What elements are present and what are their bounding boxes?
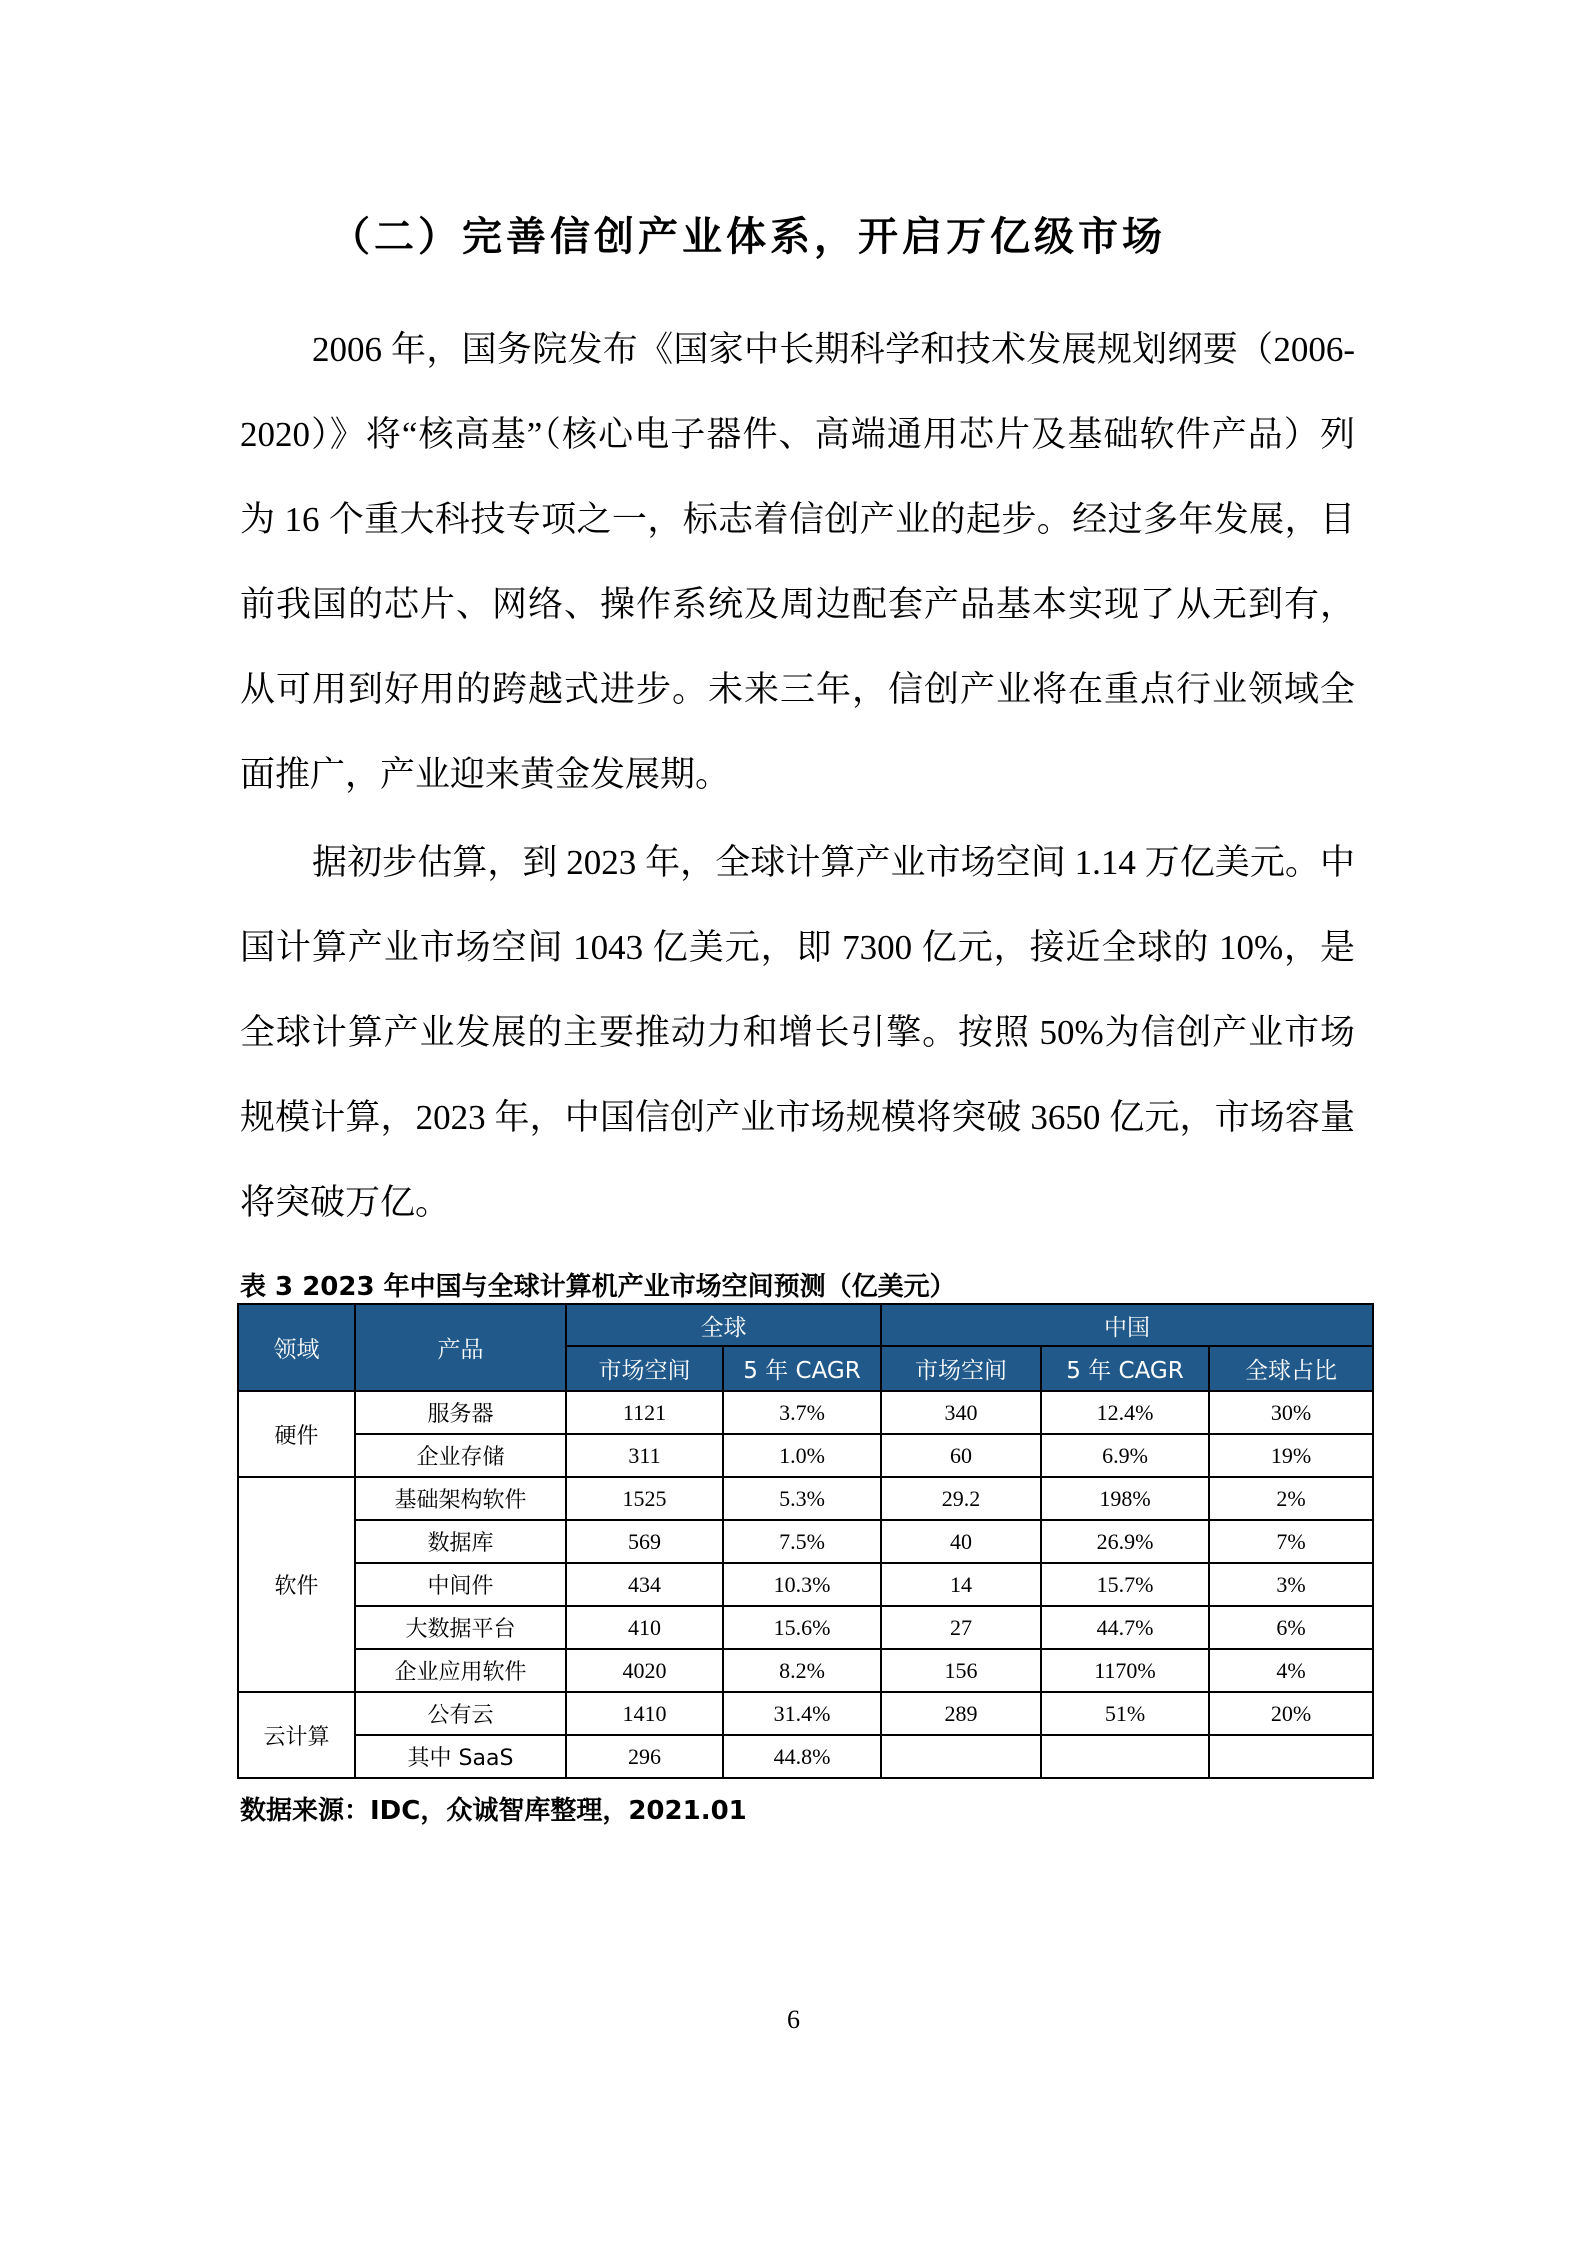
- data-source-note: 数据来源：IDC，众诚智库整理，2021.01: [240, 1796, 747, 1826]
- table-row: [238, 1391, 1373, 1434]
- paragraph-2-text: 据初步估算，到 2023 年，全球计算产业市场空间 1.14 万亿美元。中国计算产业市场空间 1043 亿美元，即 7300 亿元，接近全球的 10%，是全球计算产业发展的主要推动力和增长引擎。按照 50%为信创产业市场规模计算，2023 年，中国信创产业市场规模将突破 3650 亿元，市场容量将突破万亿。: [240, 843, 1355, 1222]
- global-cagr-cell: 1.0%: [723, 1434, 881, 1477]
- global-cagr-cell: 44.8%: [723, 1735, 881, 1778]
- paragraph-2: [240, 820, 1355, 1245]
- global-market-cell: 410: [566, 1606, 723, 1649]
- global-share-cell: [1209, 1735, 1373, 1778]
- global-cagr-cell: 8.2%: [723, 1649, 881, 1692]
- global-market-cell: 4020: [566, 1649, 723, 1692]
- product-cell: 其中 SaaS: [355, 1735, 566, 1778]
- china-cagr-cell: 44.7%: [1041, 1606, 1209, 1649]
- global-share-cell: 7%: [1209, 1520, 1373, 1563]
- global-share-cell: 4%: [1209, 1649, 1373, 1692]
- paragraph-1-text: 2006 年，国务院发布《国家中长期科学和技术发展规划纲要（2006-2020）》将“核高基”（核心电子器件、高端通用芯片及基础软件产品）列为 16 个重大科技专项之一，标志着信创产业的起步。经过多年发展，目前我国的芯片、网络、操作系统及周边配套产品基本实现了从无到有，从可用到好用的跨越式进步。未来三年，信创产业将在重点行业领域全面推广，产业迎来黄金发展期。: [240, 330, 1355, 794]
- china-cagr-cell: 1170%: [1041, 1649, 1209, 1692]
- china-market-cell: 60: [881, 1434, 1041, 1477]
- global-cagr-cell: 10.3%: [723, 1563, 881, 1606]
- table-row: [238, 1692, 1373, 1735]
- header-global-cagr: 5 年 CAGR: [723, 1346, 881, 1391]
- china-market-cell: 156: [881, 1649, 1041, 1692]
- global-share-cell: 6%: [1209, 1606, 1373, 1649]
- global-market-cell: 1121: [566, 1391, 723, 1434]
- product-cell: 中间件: [355, 1563, 566, 1606]
- header-china-cagr: 5 年 CAGR: [1041, 1346, 1209, 1391]
- header-global-market: 市场空间: [566, 1346, 723, 1391]
- china-cagr-cell: [1041, 1735, 1209, 1778]
- header-product: 产品: [355, 1304, 566, 1391]
- paragraph-1: [240, 307, 1355, 817]
- header-domain: 领域: [238, 1304, 355, 1391]
- table-row: [238, 1434, 1373, 1477]
- global-cagr-cell: 5.3%: [723, 1477, 881, 1520]
- product-cell: 企业存储: [355, 1434, 566, 1477]
- china-market-cell: 14: [881, 1563, 1041, 1606]
- global-cagr-cell: 15.6%: [723, 1606, 881, 1649]
- global-market-cell: 296: [566, 1735, 723, 1778]
- global-cagr-cell: 31.4%: [723, 1692, 881, 1735]
- table-row: [238, 1649, 1373, 1692]
- global-share-cell: 20%: [1209, 1692, 1373, 1735]
- china-cagr-cell: 15.7%: [1041, 1563, 1209, 1606]
- table-row: [238, 1563, 1373, 1606]
- global-cagr-cell: 7.5%: [723, 1520, 881, 1563]
- china-market-cell: 40: [881, 1520, 1041, 1563]
- global-share-cell: 30%: [1209, 1391, 1373, 1434]
- table-row: [238, 1606, 1373, 1649]
- china-market-cell: 27: [881, 1606, 1041, 1649]
- global-share-cell: 19%: [1209, 1434, 1373, 1477]
- china-market-cell: [881, 1735, 1041, 1778]
- global-market-cell: 434: [566, 1563, 723, 1606]
- domain-cell: 软件: [238, 1477, 355, 1692]
- product-cell: 数据库: [355, 1520, 566, 1563]
- china-cagr-cell: 6.9%: [1041, 1434, 1209, 1477]
- global-share-cell: 2%: [1209, 1477, 1373, 1520]
- china-market-cell: 289: [881, 1692, 1041, 1735]
- header-china: 中国: [881, 1304, 1373, 1346]
- product-cell: 企业应用软件: [355, 1649, 566, 1692]
- header-global: 全球: [566, 1304, 881, 1346]
- china-cagr-cell: 51%: [1041, 1692, 1209, 1735]
- market-forecast-table: [237, 1303, 1374, 1779]
- china-cagr-cell: 26.9%: [1041, 1520, 1209, 1563]
- china-cagr-cell: 198%: [1041, 1477, 1209, 1520]
- global-cagr-cell: 3.7%: [723, 1391, 881, 1434]
- global-share-cell: 3%: [1209, 1563, 1373, 1606]
- china-cagr-cell: 12.4%: [1041, 1391, 1209, 1434]
- china-market-cell: 29.2: [881, 1477, 1041, 1520]
- product-cell: 公有云: [355, 1692, 566, 1735]
- table-caption: 表 3 2023 年中国与全球计算机产业市场空间预测（亿美元）: [240, 1272, 956, 1302]
- table-row: [238, 1520, 1373, 1563]
- section-heading: （二）完善信创产业体系，开启万亿级市场: [330, 214, 1166, 260]
- product-cell: 基础架构软件: [355, 1477, 566, 1520]
- china-market-cell: 340: [881, 1391, 1041, 1434]
- global-market-cell: 1525: [566, 1477, 723, 1520]
- header-china-market: 市场空间: [881, 1346, 1041, 1391]
- product-cell: 服务器: [355, 1391, 566, 1434]
- product-cell: 大数据平台: [355, 1606, 566, 1649]
- global-market-cell: 311: [566, 1434, 723, 1477]
- page-number: 6: [787, 2005, 800, 2034]
- table-row: [238, 1477, 1373, 1520]
- domain-cell: 硬件: [238, 1391, 355, 1477]
- domain-cell: 云计算: [238, 1692, 355, 1778]
- header-global-share: 全球占比: [1209, 1346, 1373, 1391]
- global-market-cell: 1410: [566, 1692, 723, 1735]
- global-market-cell: 569: [566, 1520, 723, 1563]
- table-row: [238, 1735, 1373, 1778]
